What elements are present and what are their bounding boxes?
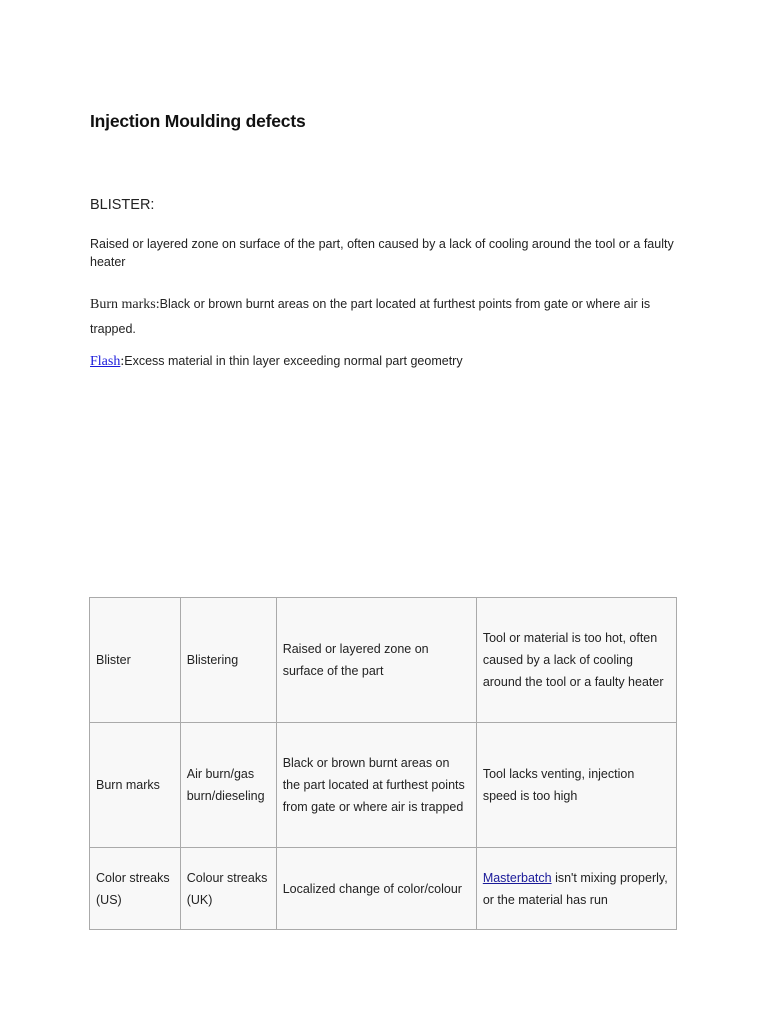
table-row	[90, 598, 677, 723]
alternative-name-cell: Air burn/gas burn/dieseling	[180, 723, 276, 848]
cause-text: isn't mixing properly, or the material has run	[482, 870, 668, 907]
section-heading-blister: BLISTER:	[90, 197, 155, 213]
alternative-name-cell: Colour streaks (UK)	[180, 848, 276, 930]
burn-marks-paragraph	[90, 292, 680, 341]
alternative-name-cell: Blistering	[180, 598, 276, 723]
flash-description: Excess material in thin layer exceeding normal part geometry	[124, 354, 463, 368]
defect-cell: Blister	[90, 598, 181, 723]
description-cell: Localized change of color/colour	[276, 848, 476, 930]
burn-marks-description: Black or brown burnt areas on the part located at furthest points from gate or where air is trapped.	[90, 297, 651, 336]
cause-cell: Tool or material is too hot, often caused by a lack of cooling around the tool or a faulty heater	[476, 598, 676, 723]
defects-table	[89, 597, 677, 930]
cause-cell	[476, 848, 676, 930]
description-cell: Raised or layered zone on surface of the part	[276, 598, 476, 723]
table-row	[90, 723, 677, 848]
flash-separator: :	[120, 354, 125, 369]
table-row	[90, 848, 677, 930]
description-cell: Black or brown burnt areas on the part located at furthest points from gate or where air is trapped	[276, 723, 476, 848]
page-title: Injection Moulding defects	[90, 111, 306, 131]
cause-cell: Tool lacks venting, injection speed is too high	[476, 723, 676, 848]
defect-cell: Color streaks (US)	[90, 848, 181, 930]
defect-cell: Burn marks	[90, 723, 181, 848]
burn-marks-term: Burn marks:	[90, 297, 160, 312]
flash-link[interactable]: Flash	[90, 354, 121, 369]
flash-paragraph	[90, 352, 680, 371]
blister-paragraph: Raised or layered zone on surface of the part, often caused by a lack of cooling around the tool or a faulty heater	[90, 237, 674, 269]
masterbatch-link[interactable]: Masterbatch	[482, 870, 552, 885]
